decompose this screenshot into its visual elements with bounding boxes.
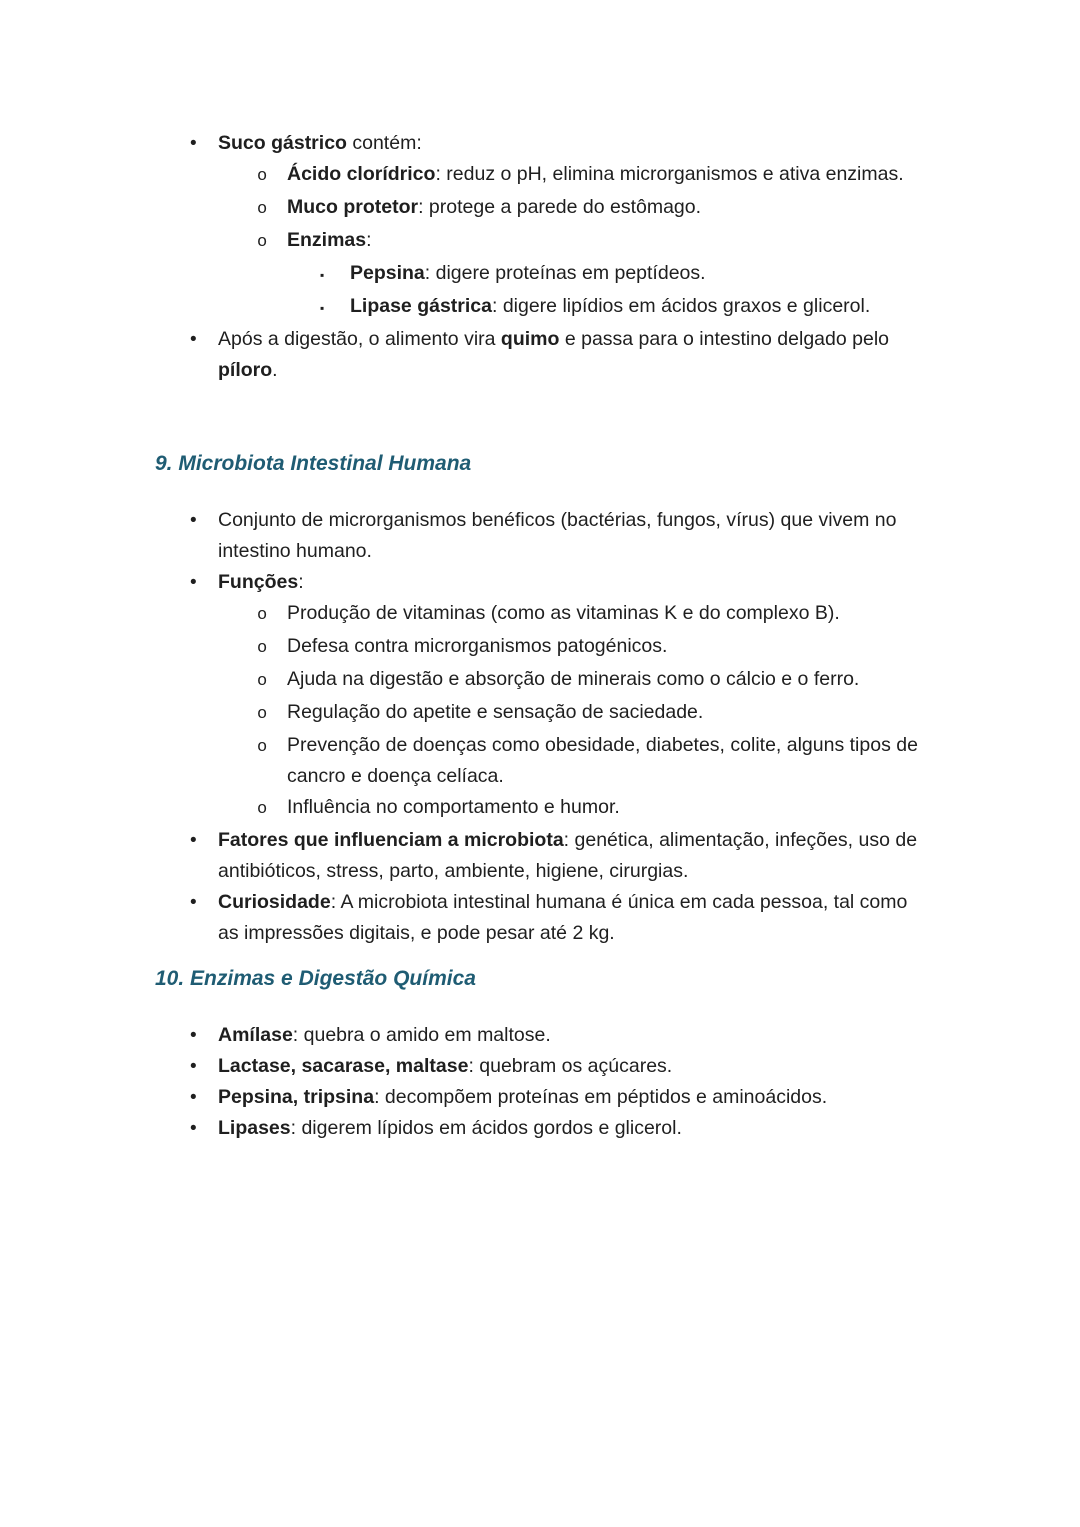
list-item-text (218, 825, 930, 887)
bullet-disc-marker: • (190, 1118, 197, 1139)
list-item-text (218, 128, 930, 159)
document-content (155, 128, 930, 1144)
list-item-text (287, 697, 930, 728)
text-run: Amílase (218, 1024, 293, 1046)
text-run: Muco protetor (287, 196, 419, 218)
text-run: : reduz o pH, elimina microrganismos e ativa enzimas. (435, 163, 904, 185)
text-run: Ácido clorídrico (287, 163, 436, 185)
list-item (155, 258, 930, 291)
bullet-disc-marker: • (190, 830, 197, 851)
list-item (155, 505, 930, 567)
text-run: Pepsina (350, 262, 425, 284)
text-run: Prevenção de doenças como obesidade, diabetes, colite, alguns tipos de cancro e doença celíaca. (287, 734, 918, 787)
list-item (155, 225, 930, 258)
list-item (155, 128, 930, 159)
bullet-square-marker: ▪ (320, 268, 325, 282)
bullet-circle-marker: o (257, 672, 268, 691)
text-run: : quebram os açúcares. (468, 1055, 673, 1077)
list-item-text (287, 225, 930, 256)
list-item (155, 631, 930, 664)
list-item-text (287, 664, 930, 695)
text-run: Funções (218, 571, 299, 593)
bullet-disc-marker: • (190, 133, 197, 154)
text-run: Curiosidade (218, 891, 331, 913)
text-run: contém: (346, 132, 422, 154)
list-item-text (287, 192, 930, 223)
bullet-circle-marker: o (257, 639, 268, 658)
text-run: Ajuda na digestão e absorção de minerais como o cálcio e o ferro. (287, 668, 860, 690)
bullet-list-microbiota (155, 505, 930, 949)
text-run: Fatores que influenciam a microbiota (218, 829, 564, 851)
section-heading-9: 9. Microbiota Intestinal Humana (155, 452, 472, 475)
list-item (155, 792, 930, 825)
list-item (155, 291, 930, 324)
list-item (155, 664, 930, 697)
list-item (155, 1082, 930, 1113)
text-run: Lipase gástrica (350, 295, 492, 317)
text-run: Pepsina, tripsina (218, 1086, 375, 1108)
bullet-list-gastric-juice (155, 128, 930, 386)
text-run: : (298, 571, 304, 593)
list-item (155, 887, 930, 949)
text-run: : decompõem proteínas em péptidos e aminoácidos. (374, 1086, 828, 1108)
text-run: : quebra o amido em maltose. (292, 1024, 551, 1046)
bullet-circle-marker: o (257, 233, 268, 252)
list-item-text (350, 258, 930, 289)
list-item-text (218, 1020, 930, 1051)
list-item (155, 159, 930, 192)
text-run: : (366, 229, 372, 251)
list-item-text (287, 792, 930, 823)
text-run: Suco gástrico (218, 132, 347, 154)
text-run: Enzimas (287, 229, 367, 251)
text-run: Conjunto de microrganismos benéficos (bactérias, fungos, vírus) que vivem no intestino humano. (218, 509, 897, 562)
list-item (155, 324, 930, 386)
text-run: Lipases (218, 1117, 291, 1139)
text-run: Produção de vitaminas (como as vitaminas K e do complexo B). (287, 602, 840, 624)
bullet-disc-marker: • (190, 892, 197, 913)
section-heading-10: 10. Enzimas e Digestão Química (155, 967, 476, 990)
text-run: Após a digestão, o alimento vira (218, 328, 501, 350)
text-run: : A microbiota intestinal humana é única em cada pessoa, tal como as impressões digitais, e pode pesar até 2 kg. (218, 891, 908, 944)
text-run: : genética, alimentação, infeções, uso de antibióticos, stress, parto, ambiente, higiene, cirurgias. (218, 829, 918, 882)
list-item (155, 1020, 930, 1051)
text-run: . (272, 359, 278, 381)
list-item-text (218, 567, 930, 598)
bullet-circle-marker: o (257, 167, 268, 186)
bullet-circle-marker: o (257, 705, 268, 724)
list-item-text (287, 159, 930, 190)
list-item (155, 1113, 930, 1144)
list-item-text (218, 505, 930, 567)
text-run: píloro (218, 359, 273, 381)
bullet-disc-marker: • (190, 510, 197, 531)
bullet-disc-marker: • (190, 1087, 197, 1108)
text-run: : digerem lípidos em ácidos gordos e glicerol. (290, 1117, 682, 1139)
list-item (155, 567, 930, 598)
bullet-disc-marker: • (190, 1025, 197, 1046)
list-item-text (287, 631, 930, 662)
text-run: Defesa contra microrganismos patogénicos. (287, 635, 668, 657)
text-run: : digere proteínas em peptídeos. (424, 262, 706, 284)
list-item-text (218, 1113, 930, 1144)
list-item-text (218, 1051, 930, 1082)
bullet-list-enzymes (155, 1020, 930, 1144)
list-item (155, 192, 930, 225)
text-run: : digere lipídios em ácidos graxos e glicerol. (491, 295, 871, 317)
text-run: Lactase, sacarase, maltase (218, 1055, 469, 1077)
list-item (155, 697, 930, 730)
bullet-disc-marker: • (190, 329, 197, 350)
bullet-circle-marker: o (257, 606, 268, 625)
list-item (155, 825, 930, 887)
list-item-text (218, 1082, 930, 1113)
text-run: Influência no comportamento e humor. (287, 796, 620, 818)
list-item (155, 598, 930, 631)
list-item (155, 1051, 930, 1082)
bullet-circle-marker: o (257, 738, 268, 757)
list-item (155, 730, 930, 792)
list-item-text (287, 730, 930, 792)
list-item-text (350, 291, 930, 322)
text-run: Regulação do apetite e sensação de saciedade. (287, 701, 704, 723)
text-run: quimo (500, 328, 560, 350)
list-item-text (218, 324, 930, 386)
list-item-text (218, 887, 930, 949)
text-run: e passa para o intestino delgado pelo (559, 328, 889, 350)
bullet-disc-marker: • (190, 572, 197, 593)
bullet-disc-marker: • (190, 1056, 197, 1077)
text-run: : protege a parede do estômago. (418, 196, 702, 218)
bullet-square-marker: ▪ (320, 301, 325, 315)
bullet-circle-marker: o (257, 800, 268, 819)
bullet-circle-marker: o (257, 200, 268, 219)
list-item-text (287, 598, 930, 629)
